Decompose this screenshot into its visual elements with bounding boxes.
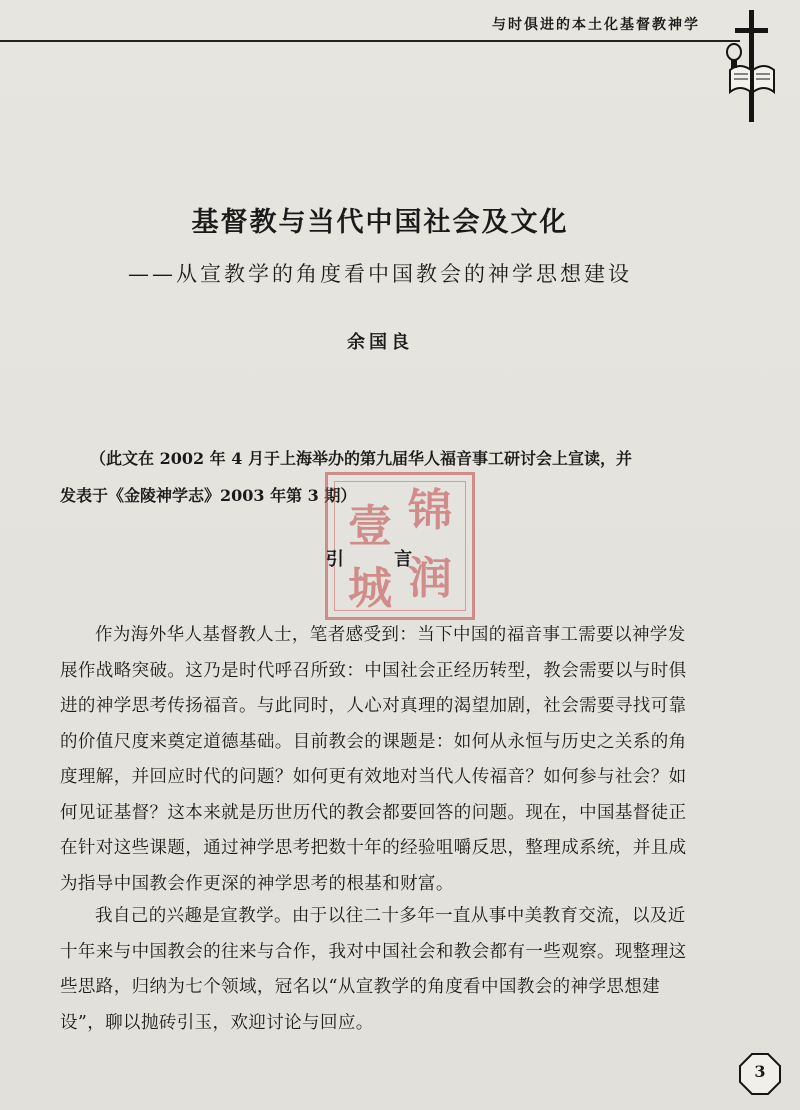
publication-note-line-1: （此文在 2002 年 4 月于上海举办的第九届华人福音事工研讨会上宣读，并 bbox=[90, 449, 632, 468]
page-number-badge bbox=[738, 1052, 782, 1096]
text-line: 十年来与中国教会的往来与合作，我对中国社会和教会都有一些观察。现整理这 bbox=[60, 941, 687, 962]
text-line: 进的神学思考传扬福音。与此同时，人心对真理的渴望加剧，社会需要寻找可靠 bbox=[60, 696, 687, 716]
seal-char: 润 bbox=[408, 553, 452, 604]
text-line: 为指导中国教会作更深的神学思考的根基和财富。 bbox=[60, 873, 454, 894]
text-line: 作为海外华人基督教人士，笔者感受到：当下中国的福音事工需要以神学发 bbox=[95, 625, 686, 645]
seal-char: 城 bbox=[348, 563, 392, 614]
text-line: 度理解，并回应时代的问题？如何更有效地对当代人传福音？如何参与社会？如 bbox=[60, 767, 687, 787]
publication-note-line-2: 发表于《金陵神学志》2003 年第 3 期） bbox=[60, 486, 357, 505]
body-paragraph-2 bbox=[60, 899, 720, 1041]
article-subtitle: ——从宣教学的角度看中国教会的神学思想建设 bbox=[128, 262, 632, 286]
article-title: 基督教与当代中国社会及文化 bbox=[191, 207, 569, 238]
cross-with-book-icon bbox=[722, 4, 782, 124]
seal-char: 锦 bbox=[408, 485, 452, 536]
section-heading: 引 言 bbox=[325, 549, 435, 570]
text-line: 设”，聊以抛砖引玉，欢迎讨论与回应。 bbox=[60, 1012, 374, 1033]
text-line: 何见证基督？这本来就是历世历代的教会都要回答的问题。现在，中国基督徒正 bbox=[60, 802, 687, 823]
text-line: 些思路，归纳为七个领域，冠名以“从宣教学的角度看中国教会的神学思想建 bbox=[60, 977, 661, 997]
text-line: 展作战略突破。这乃是时代呼召所致：中国社会正经历转型，教会需要以与时俱 bbox=[60, 660, 687, 681]
text-line: 在针对这些课题，通过神学思考把数十年的经验咀嚼反思，整理成系统，并且成 bbox=[60, 838, 687, 858]
body-paragraph-1 bbox=[60, 618, 720, 902]
text-line: 的价值尺度来奠定道德基础。目前教会的课题是：如何从永恒与历史之关系的角 bbox=[60, 731, 687, 752]
author-name: 余国良 bbox=[347, 332, 413, 353]
header-rule bbox=[0, 40, 740, 42]
running-header: 与时俱进的本土化基督教神学 bbox=[492, 17, 700, 33]
page-number: 3 bbox=[754, 1062, 766, 1081]
text-line: 我自己的兴趣是宣教学。由于以往二十多年一直从事中美教育交流，以及近 bbox=[95, 906, 686, 926]
seal-char: 壹 bbox=[348, 501, 392, 552]
